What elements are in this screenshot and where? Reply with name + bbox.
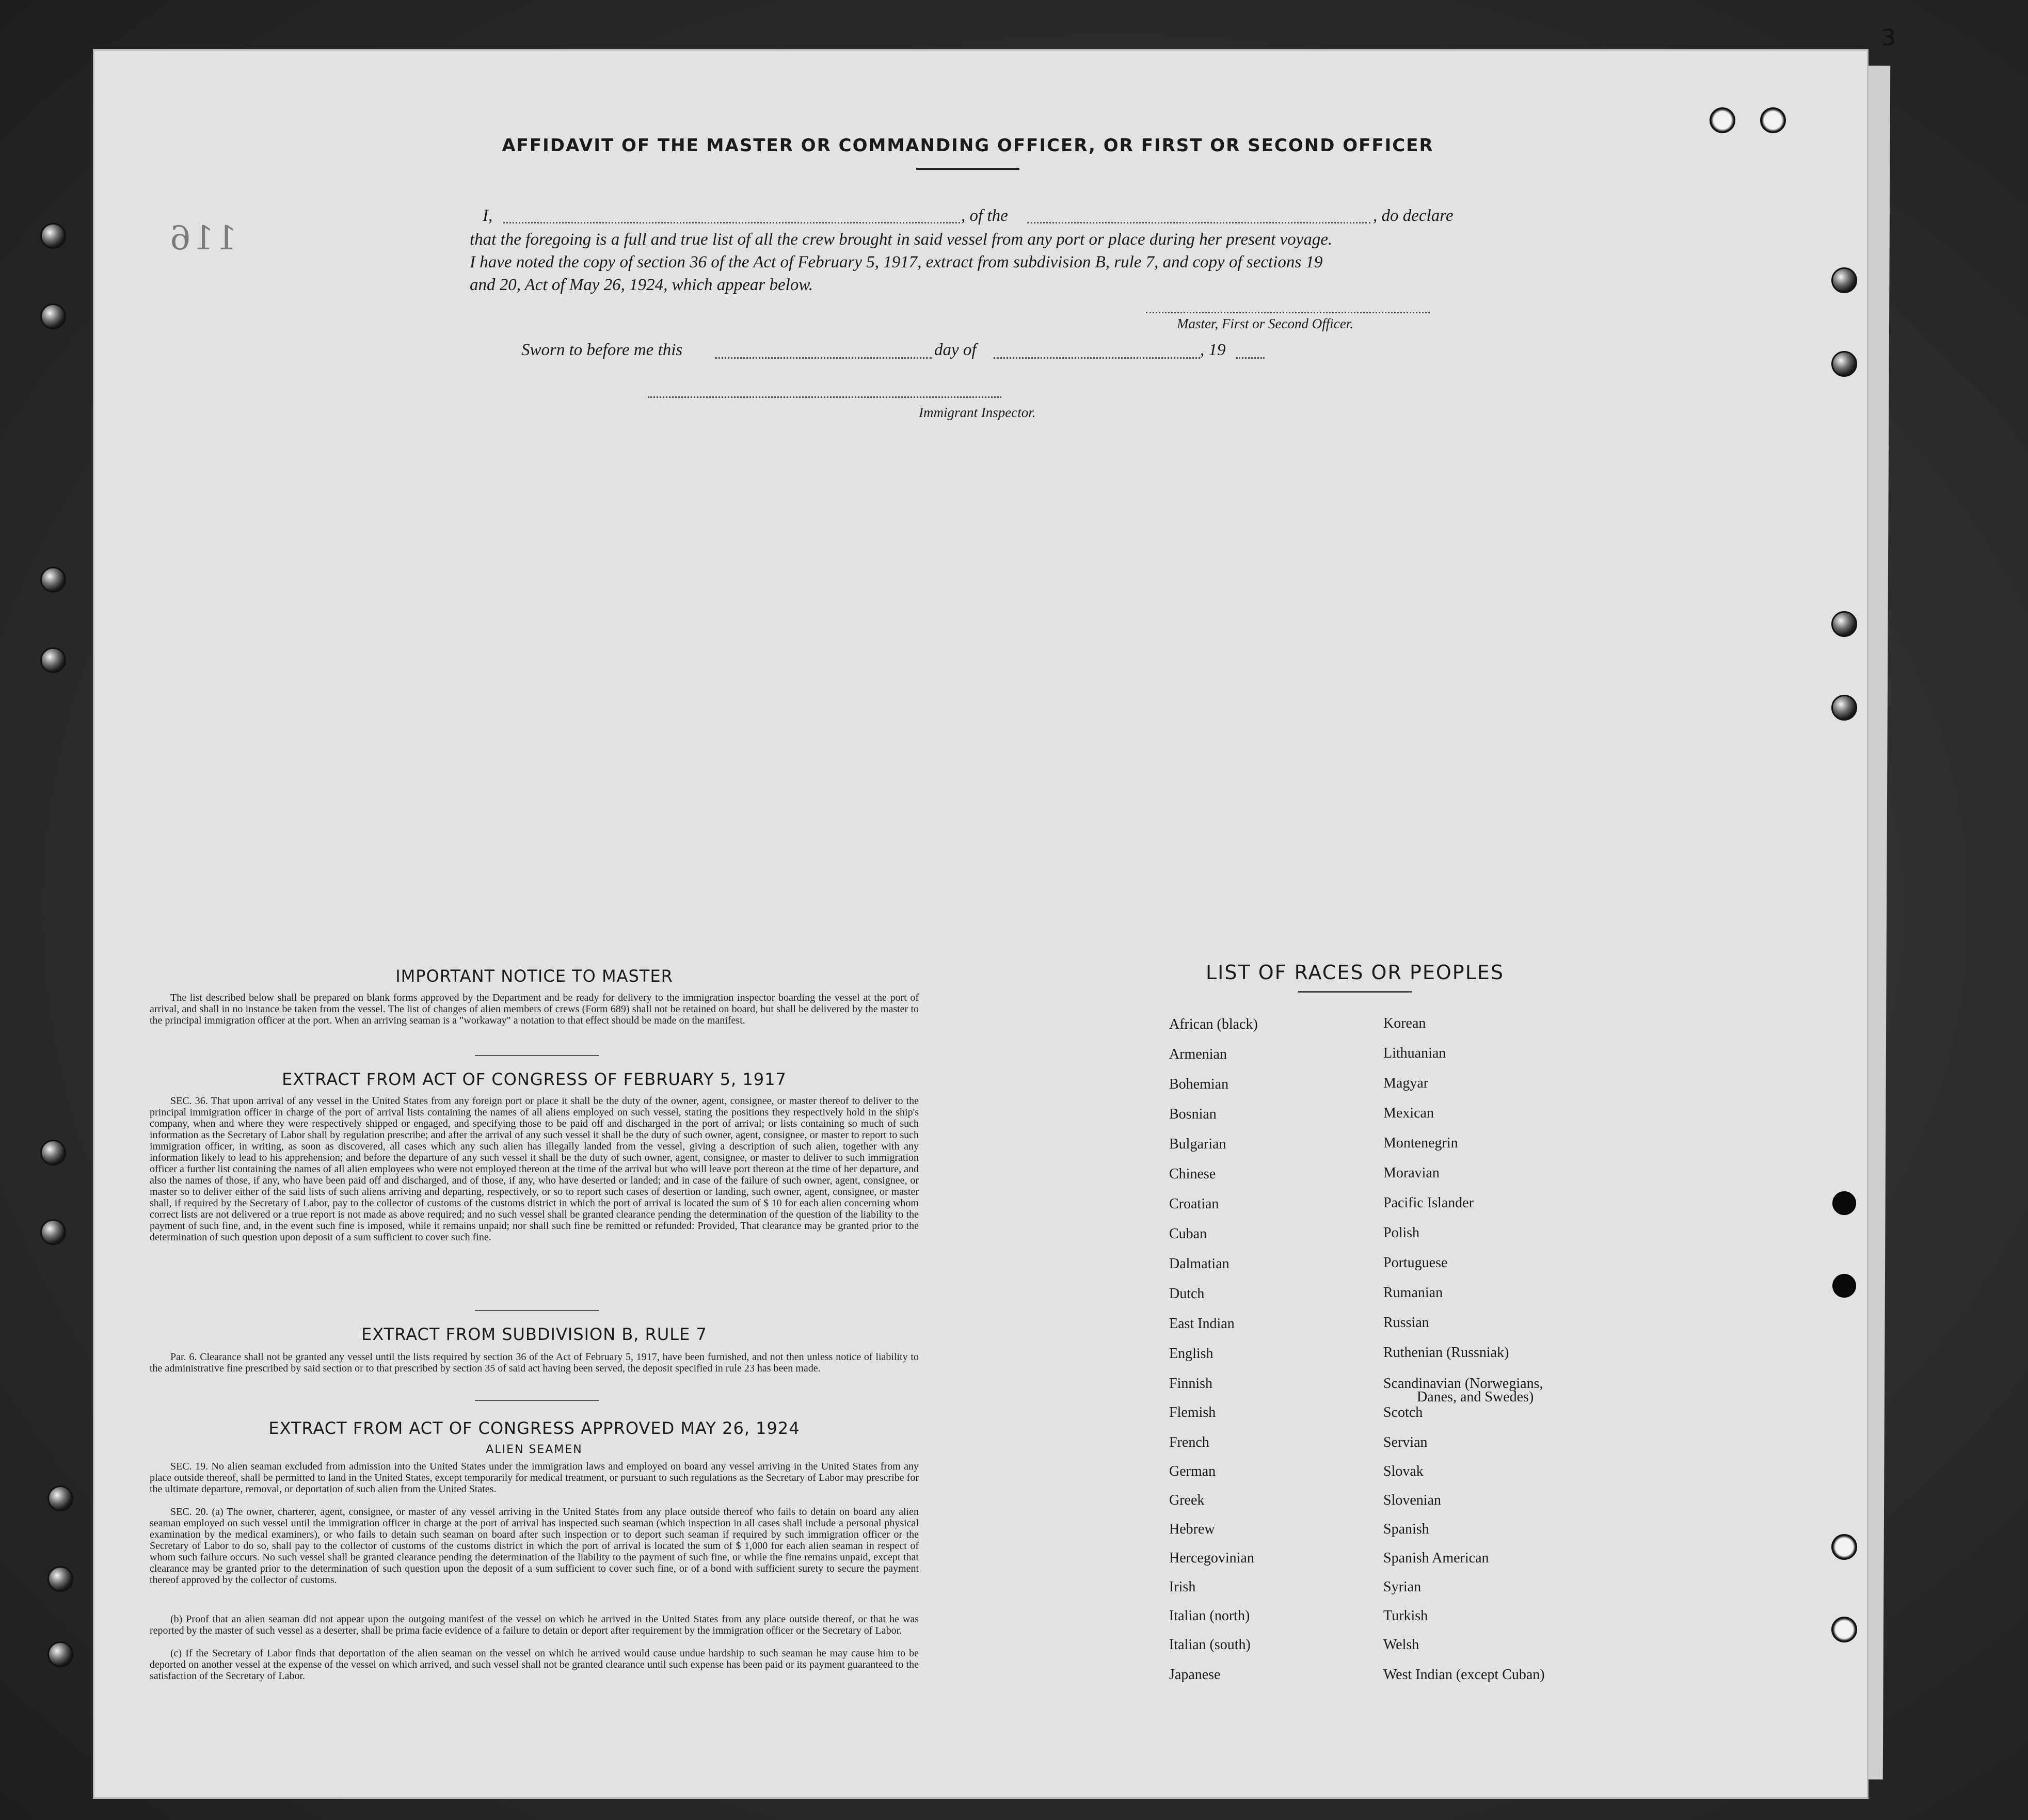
- race-item: Scotch: [1383, 1404, 1423, 1420]
- race-item: Italian (north): [1169, 1608, 1250, 1624]
- extract-1917-text: SEC. 36. That upon arrival of any vessel in the United States from any foreign port or place it shall be the duty of the owner, agent, consignee, or master thereof to deliver to the principal immigration officer in charge of the port of arrival lists containing the names of all aliens employed on such vessel, stating the positions they respectively hold in the ship's company, when and where they were respectively shipped or engaged, and specifying those to be paid off and discharged in the port of arrival; or lists containing so much of such information as the Secretary of Labor shall by regulation prescribe; and after the arrival of any such vessel it shall be the duty of such owner, agent, consignee, or master to report to such immigration officer, in writing, as soon as discovered, all cases which any such alien has illegally landed from the vessel, giving a description of such alien, together with any information likely to lead to his apprehension; and before the departure of any such vessel it shall be the duty of such owner, agent, consignee, or master to deliver to such immigration officer a further list containing the names of all alien employees who were not employed thereon at the time of the arrival but who will leave port thereon at the time of her departure, and also the names of those, if any, who have been paid off and discharged, and of those, if any, who have deserted or landed; and in case of the failure of such owner, agent, consignee, or master so to deliver either of the said lists of such aliens arriving and departing, respectively, or so to report such cases of desertion or landing, such owner, agent, consignee, or master shall, if required by the Secretary of Labor, pay to the collector of customs of the customs district in which the port of arrival is located the sum of $ 10 for each alien concerning whom correct lists are not delivered or a true report is not made as above required; and no such vessel shall be granted clearance pending the determination of the question of the liability to the payment of such fine, and, in the event such fine is imposed, while it remains unpaid; nor shall such fine be remitted or refunded: Provided, That clearance may be granted prior to the determination of such question upon deposit of a sum sufficient to cover such fine.: [150, 1095, 919, 1243]
- race-item: Chinese: [1169, 1166, 1216, 1182]
- race-item: African (black): [1169, 1016, 1258, 1032]
- rule-7-text: Par. 6. Clearance shall not be granted any vessel until the lists required by section 36 of the Act of February 5, 1917, have been furnished, and not then unless notice of liability to the administrative fine prescribed by said section or to that prescribed by section 35 of said act having been served, the deposit specified in rule 23 has been made.: [150, 1351, 919, 1374]
- binder-hole-icon: [1832, 1191, 1856, 1215]
- race-item: Servian: [1383, 1434, 1428, 1450]
- binder-hole-icon: [40, 567, 66, 593]
- binder-hole-icon: [1831, 267, 1857, 293]
- sec-20c-text: (c) If the Secretary of Labor finds that deportation of the alien seaman on the vessel on which he arrived would cause undue hardship to such seaman he may cause him to be deported on another vessel at the expense of the vessel on which arrived, and such vessel shall not be granted clearance until such expense has been paid or its payment guaranteed to the satisfaction of the Secretary of Labor.: [150, 1648, 919, 1682]
- binder-hole-icon: [40, 647, 66, 673]
- year-text: , 19: [1200, 341, 1226, 359]
- race-item: Korean: [1383, 1015, 1426, 1031]
- binder-hole-icon: [47, 1566, 73, 1592]
- binder-hole-icon: [1831, 1534, 1857, 1560]
- stamp-number: 116: [168, 219, 237, 258]
- affidavit-line-3: I have noted the copy of section 36 of the Act of February 5, 1917, extract from subdivision B, rule 7, and copy of sections 19: [470, 253, 1323, 272]
- sec-20a-text: SEC. 20. (a) The owner, charterer, agent, consignee, or master of any vessel arriving in the United States from any place outside thereof who fails to detain on board any alien seaman employed on such vessel until the immigration officer in charge at the port of arrival has inspected such seaman (which inspection in all cases shall include a personal physical examination by the medical examiners), or who fails to detain such seaman on board after such inspection or to deport such seaman if required by such immigration officer or the Secretary of Labor to do so, shall pay to the collector of customs of the customs district in which the port of arrival is located the sum of $ 1,000 for each alien seaman in respect of whom such failure occurs. No such vessel shall be granted clearance pending the determination of the liability to the payment of such fine, or while the fine remains unpaid, except that clearance may be granted prior to the determination of such question upon the deposit of a sum sufficient to cover such fine, or of a bond with sufficient surety to secure the payment thereof approved by the collector of customs.: [150, 1506, 919, 1586]
- binder-hole-icon: [1832, 1274, 1856, 1298]
- race-item: Japanese: [1169, 1667, 1221, 1683]
- year-blank: [1236, 357, 1265, 359]
- race-item: Hebrew: [1169, 1521, 1215, 1537]
- binder-hole-icon: [47, 1641, 73, 1667]
- section-divider: [475, 1055, 599, 1056]
- binder-hole-icon: [1710, 107, 1735, 133]
- race-item: Magyar: [1383, 1075, 1429, 1091]
- race-item: Irish: [1169, 1579, 1196, 1595]
- race-item: Hercegovinian: [1169, 1550, 1254, 1566]
- race-item: Turkish: [1383, 1608, 1428, 1624]
- extract-1924-heading: EXTRACT FROM ACT OF CONGRESS APPROVED MAY 26, 1924: [268, 1418, 800, 1438]
- race-item: English: [1169, 1346, 1213, 1362]
- race-item: Dutch: [1169, 1286, 1205, 1302]
- race-item: Ruthenian (Russniak): [1383, 1345, 1509, 1361]
- race-item: Spanish: [1383, 1521, 1429, 1537]
- race-item: Scandinavian (Norwegians,: [1383, 1376, 1543, 1392]
- race-item: Mexican: [1383, 1105, 1434, 1121]
- binder-hole-icon: [1831, 611, 1857, 637]
- section-divider: [475, 1310, 599, 1311]
- race-item: French: [1169, 1434, 1209, 1450]
- binder-hole-icon: [40, 1140, 66, 1166]
- extract-1917-heading: EXTRACT FROM ACT OF CONGRESS OF FEBRUARY 5, 1917: [282, 1069, 787, 1089]
- race-item: Bulgarian: [1169, 1136, 1226, 1152]
- race-item: Moravian: [1383, 1165, 1440, 1181]
- race-item: Welsh: [1383, 1637, 1419, 1653]
- race-item: Pacific Islander: [1383, 1195, 1474, 1211]
- race-item: Lithuanian: [1383, 1045, 1446, 1061]
- race-item: Armenian: [1169, 1046, 1227, 1062]
- affidavit-line-4: and 20, Act of May 26, 1924, which appear below.: [470, 276, 813, 294]
- race-item: Rumanian: [1383, 1285, 1443, 1301]
- binder-hole-icon: [47, 1486, 73, 1511]
- race-item: Syrian: [1383, 1579, 1422, 1595]
- race-item: Flemish: [1169, 1404, 1216, 1420]
- binder-hole-icon: [1831, 1617, 1857, 1642]
- binder-hole-icon: [1831, 351, 1857, 377]
- race-item: East Indian: [1169, 1316, 1235, 1332]
- race-item: German: [1169, 1463, 1216, 1479]
- notice-text: The list described below shall be prepared on blank forms approved by the Department and be ready for delivery to the immigration inspector boarding the vessel at the port of arrival, and shall in no instance be taken from the vessel. The list of changes of alien members of crews (Form 689) shall not be retained on board, but shall be delivered by the master to the principal immigration officer at the port. When an arriving seaman is a "workaway" a notation to that effect should be made on the manifest.: [150, 992, 919, 1026]
- races-underline: [1298, 991, 1412, 993]
- race-item: Dalmatian: [1169, 1256, 1229, 1272]
- affidavit-of-the: , of the: [961, 206, 1008, 225]
- race-item: Cuban: [1169, 1226, 1207, 1242]
- race-item: Danes, and Swedes): [1417, 1389, 1534, 1405]
- binder-hole-icon: [1831, 695, 1857, 721]
- affidavit-declare: , do declare: [1373, 206, 1454, 225]
- race-item: Croatian: [1169, 1196, 1219, 1212]
- affidavit-title: AFFIDAVIT OF THE MASTER OR COMMANDING OFFICER, OR FIRST OR SECOND OFFICER: [502, 135, 1434, 156]
- binder-hole-icon: [40, 304, 66, 329]
- binder-hole-icon: [40, 223, 66, 249]
- race-item: Portuguese: [1383, 1255, 1448, 1271]
- race-item: Polish: [1383, 1225, 1420, 1241]
- inspector-label: Immigrant Inspector.: [919, 405, 1036, 420]
- corner-page-mark: 3: [1881, 25, 1896, 51]
- race-item: Finnish: [1169, 1376, 1213, 1392]
- race-item: Russian: [1383, 1315, 1429, 1331]
- alien-seamen-heading: ALIEN SEAMEN: [486, 1443, 583, 1456]
- sworn-text: Sworn to before me this: [521, 341, 683, 359]
- master-label: Master, First or Second Officer.: [1177, 316, 1353, 331]
- sec-20b-text: (b) Proof that an alien seaman did not appear upon the outgoing manifest of the vessel on which he arrived in the United States from any place outside thereof, or that he was reported by the master of such vessel as a deserter, shall be prima facie evidence of a failure to detain or deport after requirement by the immigration officer or the Secretary of Labor.: [150, 1614, 919, 1636]
- affidavit-line-2: that the foregoing is a full and true list of all the crew brought in said vessel from any port or place during her present voyage.: [470, 230, 1333, 249]
- sworn-day-blank: [715, 357, 932, 359]
- month-blank: [994, 357, 1200, 359]
- races-title: LIST OF RACES OR PEOPLES: [1205, 961, 1504, 984]
- race-item: Bosnian: [1169, 1106, 1217, 1122]
- binder-hole-icon: [1760, 107, 1786, 133]
- rule-7-heading: EXTRACT FROM SUBDIVISION B, RULE 7: [361, 1324, 707, 1344]
- sec-19-text: SEC. 19. No alien seaman excluded from admission into the United States under the immigration laws and employed on board any vessel arriving in the United States from any place outside thereof, shall be permitted to land in the United States, except temporarily for medical treatment, or pursuant to such regulations as the Secretary of Labor may prescribe for the ultimate departure, removal, or deportation of such alien from the United States.: [150, 1461, 919, 1495]
- day-of-text: day of: [934, 341, 977, 359]
- section-divider: [475, 1400, 599, 1401]
- race-item: West Indian (except Cuban): [1383, 1667, 1545, 1683]
- race-item: Spanish American: [1383, 1550, 1489, 1566]
- race-item: Bohemian: [1169, 1076, 1229, 1092]
- inspector-signature-line: [648, 396, 1001, 398]
- race-item: Slovenian: [1383, 1492, 1441, 1508]
- name-blank: [503, 222, 960, 223]
- notice-heading: IMPORTANT NOTICE TO MASTER: [395, 966, 673, 986]
- race-item: Italian (south): [1169, 1637, 1251, 1653]
- race-item: Slovak: [1383, 1463, 1424, 1479]
- race-item: Greek: [1169, 1492, 1205, 1508]
- race-item: Montenegrin: [1383, 1135, 1458, 1151]
- master-signature-line: [1146, 312, 1430, 313]
- binder-hole-icon: [40, 1219, 66, 1245]
- vessel-blank: [1027, 222, 1370, 223]
- affidavit-i: I,: [483, 206, 493, 225]
- title-underline: [916, 168, 1019, 170]
